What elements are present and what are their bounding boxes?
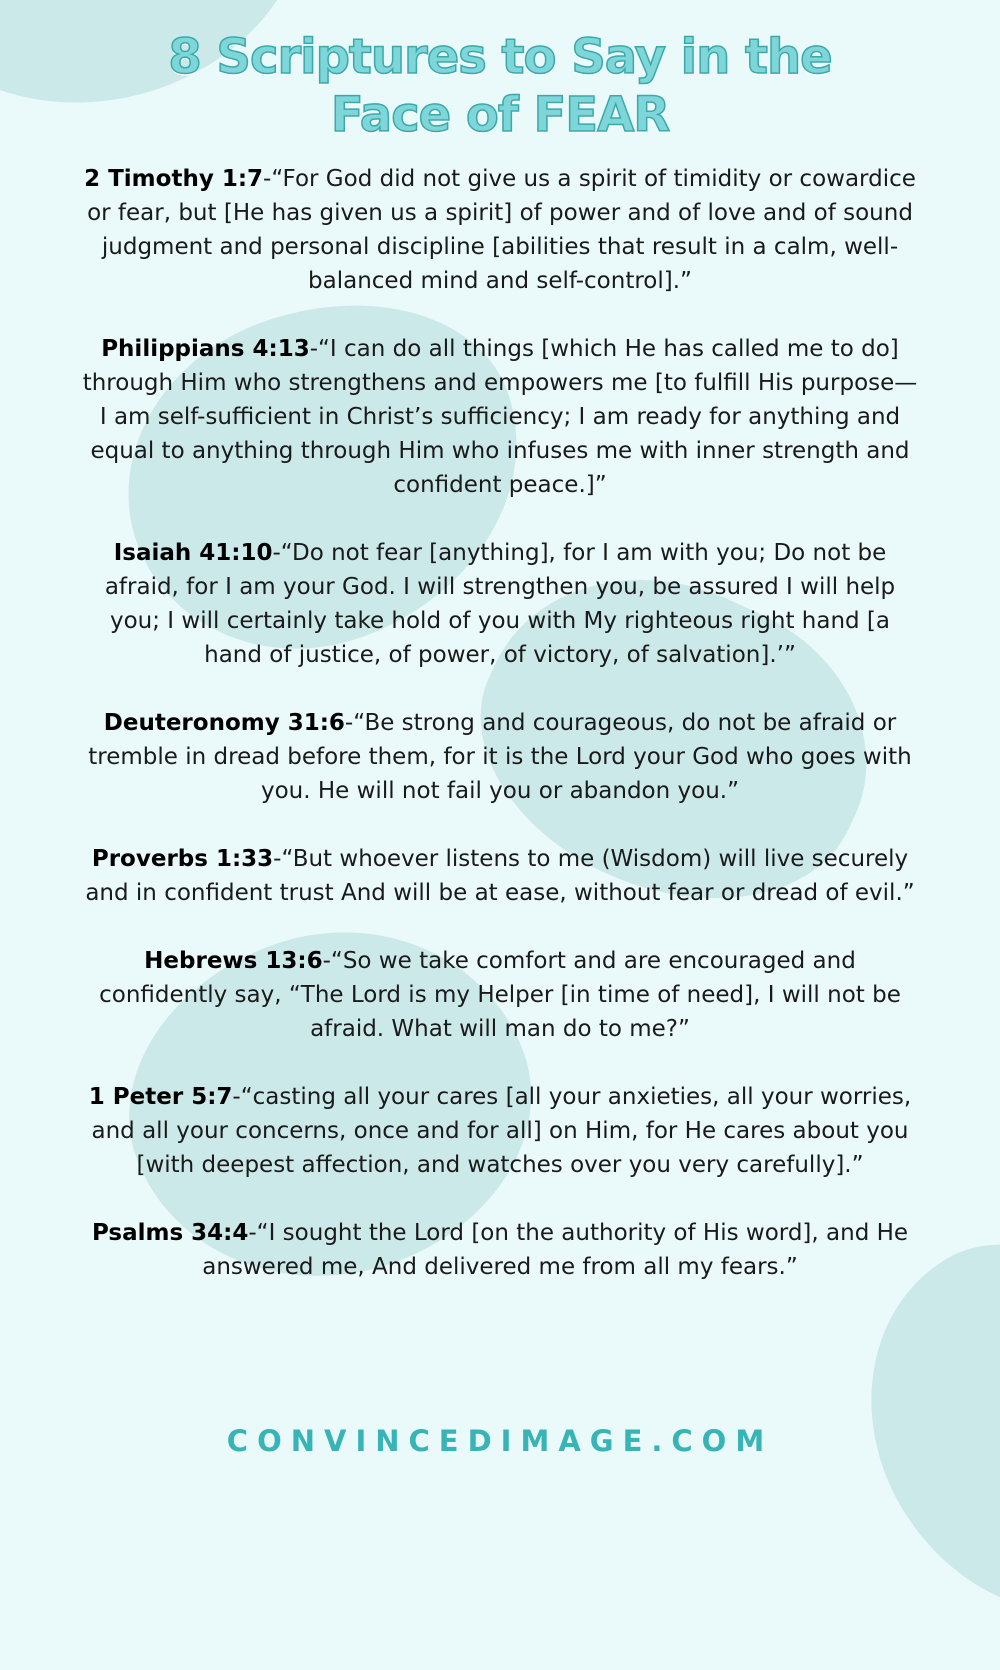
verse-item	[80, 536, 920, 672]
verse-item	[80, 162, 920, 298]
verse-item	[80, 1080, 920, 1182]
verse-separator: -	[309, 336, 319, 362]
verse-reference: Deuteronomy 31:6	[103, 710, 345, 736]
title-line-1: 8 Scriptures to Say in the	[168, 29, 832, 85]
verse-text: “I can do all things [which He has called me to do] through Him who strengthens and empowers me [to fulfill His purpose—I am self-sufficient in Christ’s sufficiency; I am ready for anything and equal to anything through Him who infuses me with inner strength and confident peace.]”	[82, 336, 918, 498]
site-url-footer: CONVINCEDIMAGE.COM	[226, 1424, 774, 1458]
verse-item	[80, 332, 920, 502]
verse-item	[80, 944, 920, 1046]
verse-item	[80, 706, 920, 808]
verse-item	[80, 1216, 920, 1284]
verse-separator: -	[263, 166, 272, 192]
verse-reference: Philippians 4:13	[101, 336, 310, 362]
verse-item	[80, 842, 920, 910]
verse-separator: -	[273, 846, 282, 872]
verse-separator: -	[272, 540, 281, 566]
verse-reference: 2 Timothy 1:7	[84, 166, 264, 192]
verse-text: “I sought the Lord [on the authority of His word], and He answered me, And delivered me from all my fears.”	[202, 1220, 909, 1280]
verse-reference: Isaiah 41:10	[113, 540, 273, 566]
verse-text: “For God did not give us a spirit of timidity or cowardice or fear, but [He has given us a spirit] of power and of love and of sound judgment and personal discipline [abilities that result in a calm, well-balanced mind and self-control].”	[87, 166, 916, 294]
verse-text: “But whoever listens to me (Wisdom) will live securely and in confident trust And will be at ease, without fear or dread of evil.”	[85, 846, 915, 906]
verse-separator: -	[232, 1084, 241, 1110]
verse-list	[80, 162, 920, 1318]
verse-text: “So we take comfort and are encouraged and confidently say, “The Lord is my Helper [in time of need], I will not be afraid. What will man do to me?”	[99, 948, 901, 1042]
verse-reference: Hebrews 13:6	[144, 948, 323, 974]
verse-text: “casting all your cares [all your anxieties, all your worries, and all your concerns, once and for all] on Him, for He cares about you [with deepest affection, and watches over you very carefully].”	[91, 1084, 912, 1178]
title-line-2: Face of FEAR	[330, 87, 670, 143]
page-title	[0, 28, 1000, 144]
verse-separator: -	[344, 710, 354, 736]
verse-text: “Be strong and courageous, do not be afraid or tremble in dread before them, for it is the Lord your God who goes with you. He will not fail you or abandon you.”	[88, 710, 912, 804]
verse-text: “Do not fear [anything], for I am with you; Do not be afraid, for I am your God. I will strengthen you, be assured I will help you; I will certainly take hold of you with My righteous right hand [a hand of justice, of power, of victory, of salvation].’”	[104, 540, 896, 668]
verse-reference: 1 Peter 5:7	[88, 1084, 233, 1110]
verse-separator: -	[322, 948, 331, 974]
verse-separator: -	[248, 1220, 257, 1246]
verse-reference: Proverbs 1:33	[91, 846, 274, 872]
verse-reference: Psalms 34:4	[91, 1220, 249, 1246]
